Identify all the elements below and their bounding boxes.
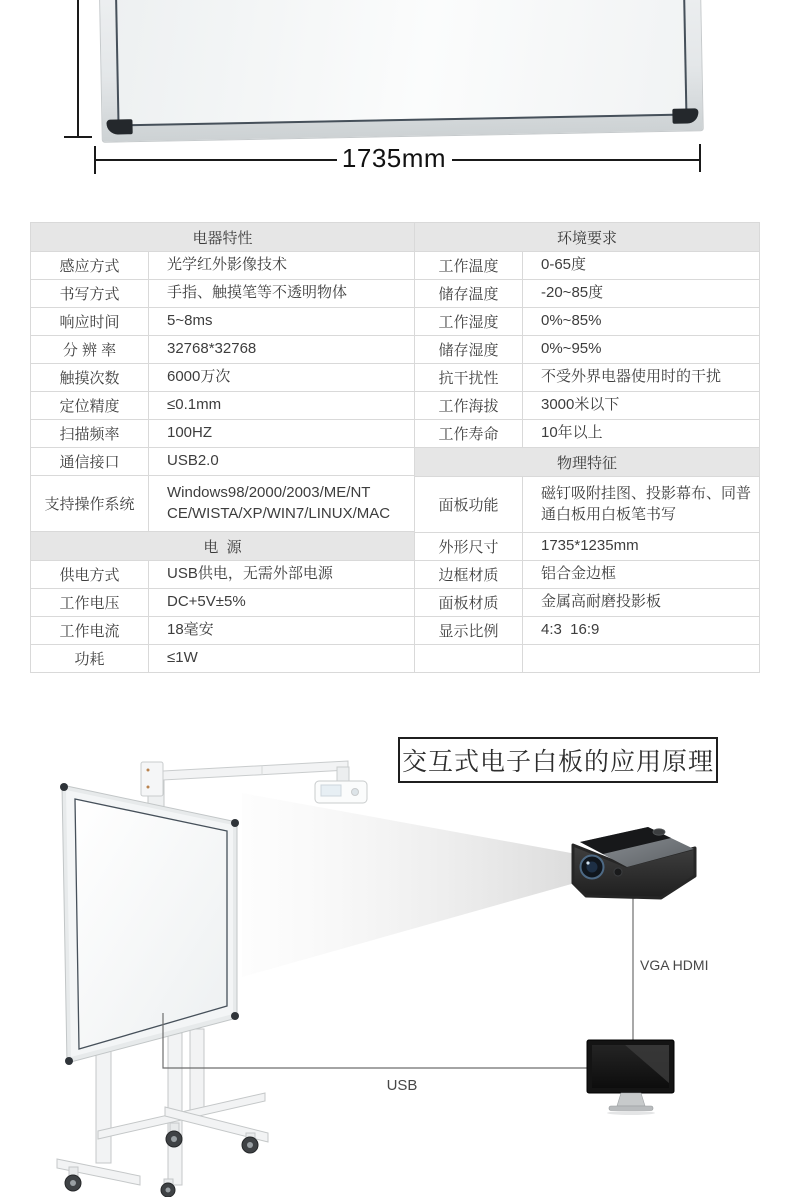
spec-value: 0%~85% bbox=[541, 312, 602, 330]
table-row bbox=[31, 419, 414, 447]
spec-value: 光学红外影像技术 bbox=[167, 256, 288, 274]
table-row bbox=[415, 335, 759, 363]
table-row bbox=[415, 251, 759, 279]
projector-knob bbox=[653, 829, 665, 835]
spec-value: 6000万次 bbox=[167, 368, 231, 386]
table-row bbox=[31, 307, 414, 335]
spec-value: 100HZ bbox=[167, 424, 213, 442]
spec-label: 分 辨 率 bbox=[31, 336, 149, 363]
spec-label: 储存温度 bbox=[415, 280, 523, 307]
table-row bbox=[31, 251, 414, 279]
spec-value: 5~8ms bbox=[167, 312, 213, 330]
spec-value: USB供电，无需外部电源 bbox=[167, 565, 333, 583]
section-title-electrical: 电器特性 bbox=[31, 223, 414, 251]
height-dimension-line bbox=[77, 0, 79, 137]
computer-monitor bbox=[587, 1040, 674, 1115]
table-row bbox=[31, 279, 414, 307]
height-dimension-end-tick bbox=[64, 136, 92, 138]
spec-label: 工作湿度 bbox=[415, 308, 523, 335]
spec-value: 不受外界电器使用时的干扰 bbox=[541, 368, 722, 386]
table-row bbox=[31, 475, 414, 531]
spec-label: 触摸次数 bbox=[31, 364, 149, 391]
spec-label: 响应时间 bbox=[31, 308, 149, 335]
usb-label: USB bbox=[386, 1077, 418, 1094]
spec-label: 通信接口 bbox=[31, 448, 149, 475]
spec-table-right bbox=[415, 222, 760, 673]
spec-value: ≤0.1mm bbox=[167, 396, 222, 414]
diagram-title: 交互式电子白板的应用原理 bbox=[398, 737, 718, 783]
spec-value: -20~85度 bbox=[541, 284, 604, 302]
spec-value: 3000米以下 bbox=[541, 396, 620, 414]
spec-label: 供电方式 bbox=[31, 561, 149, 588]
width-dimension-label: 1735mm bbox=[341, 143, 447, 173]
spec-label: 感应方式 bbox=[31, 252, 149, 279]
table-row bbox=[415, 532, 759, 560]
section-title-power: 电 源 bbox=[31, 531, 414, 560]
spec-label: 工作寿命 bbox=[415, 420, 523, 447]
spec-value: 18毫安 bbox=[167, 621, 214, 639]
projector-port bbox=[614, 868, 622, 876]
table-row bbox=[31, 644, 414, 672]
whiteboard-photo bbox=[98, 0, 704, 143]
table-row bbox=[415, 616, 759, 644]
usb-line bbox=[163, 1013, 588, 1068]
table-row bbox=[31, 391, 414, 419]
table-row bbox=[31, 616, 414, 644]
board-corner-cap bbox=[231, 819, 239, 827]
application-principle-diagram bbox=[0, 735, 790, 1197]
spec-label: 边框材质 bbox=[415, 561, 523, 588]
spec-label: 显示比例 bbox=[415, 617, 523, 644]
spec-label: 抗干扰性 bbox=[415, 364, 523, 391]
width-dimension-line-left bbox=[95, 159, 337, 161]
table-row bbox=[31, 560, 414, 588]
spec-label: 扫描频率 bbox=[31, 420, 149, 447]
spec-value: 32768*32768 bbox=[167, 340, 257, 358]
spec-value: 金属高耐磨投影板 bbox=[541, 593, 662, 611]
table-row bbox=[415, 363, 759, 391]
spec-value: 磁钉吸附挂图、投影幕布、同普通白板用白板笔书写 bbox=[541, 485, 752, 523]
spec-label: 功耗 bbox=[31, 645, 149, 672]
section-title-physical: 物理特征 bbox=[415, 447, 759, 476]
spec-table-left bbox=[30, 222, 415, 673]
table-row bbox=[415, 279, 759, 307]
corner-cap-left bbox=[106, 119, 132, 134]
spec-value: 手指、触摸笔等不透明物体 bbox=[167, 284, 348, 302]
spec-label: 工作电流 bbox=[31, 617, 149, 644]
width-dimension-tick-right bbox=[699, 144, 701, 172]
spec-value: Windows98/2000/2003/ME/NT CE/WISTA/XP/WIN7/LINUX/MAC bbox=[167, 484, 391, 522]
interactive-whiteboard bbox=[60, 783, 239, 1065]
hero-whiteboard-section bbox=[0, 0, 790, 200]
whiteboard-panel bbox=[75, 799, 227, 1049]
table-row bbox=[415, 419, 759, 447]
board-corner-cap bbox=[231, 1012, 239, 1020]
monitor-base bbox=[609, 1106, 653, 1111]
spec-value: ≤1W bbox=[167, 649, 198, 667]
whiteboard-surface bbox=[114, 0, 687, 126]
spec-label: 面板功能 bbox=[415, 477, 523, 532]
table-row bbox=[415, 476, 759, 532]
spec-value: USB2.0 bbox=[167, 452, 219, 470]
spec-label: 工作温度 bbox=[415, 252, 523, 279]
spec-value: DC+5V±5% bbox=[167, 593, 246, 611]
spec-tables bbox=[30, 222, 760, 673]
table-row bbox=[31, 363, 414, 391]
spec-label: 支持操作系统 bbox=[31, 476, 149, 531]
spec-label: 工作海拔 bbox=[415, 392, 523, 419]
table-row bbox=[31, 588, 414, 616]
width-dimension-line-right bbox=[452, 159, 700, 161]
board-corner-cap bbox=[60, 783, 68, 791]
table-row bbox=[31, 447, 414, 475]
spec-value: 0-65度 bbox=[541, 256, 587, 274]
spec-label: 储存湿度 bbox=[415, 336, 523, 363]
table-row bbox=[415, 588, 759, 616]
spec-value: 1735*1235mm bbox=[541, 537, 639, 555]
spec-value bbox=[523, 645, 759, 672]
table-row-empty bbox=[415, 644, 759, 672]
spec-value: 铝合金边框 bbox=[541, 565, 617, 583]
spec-label bbox=[415, 645, 523, 672]
caster-wheels bbox=[65, 1131, 258, 1197]
projector-device bbox=[573, 827, 695, 898]
spec-label: 外形尺寸 bbox=[415, 533, 523, 560]
spec-value: 10年以上 bbox=[541, 424, 603, 442]
vga-hdmi-label: VGA HDMI bbox=[640, 957, 709, 973]
table-row bbox=[415, 307, 759, 335]
table-row bbox=[31, 335, 414, 363]
spec-label: 定位精度 bbox=[31, 392, 149, 419]
projection-beam bbox=[242, 793, 582, 977]
section-title-environment: 环境要求 bbox=[415, 223, 759, 251]
spec-value: 4:3 16:9 bbox=[541, 621, 600, 639]
spec-label: 面板材质 bbox=[415, 589, 523, 616]
table-row bbox=[415, 560, 759, 588]
spec-value: 0%~95% bbox=[541, 340, 602, 358]
corner-cap-right bbox=[672, 108, 698, 123]
spec-label: 书写方式 bbox=[31, 280, 149, 307]
board-corner-cap bbox=[65, 1057, 73, 1065]
table-row bbox=[415, 391, 759, 419]
monitor-neck bbox=[617, 1093, 645, 1106]
spec-label: 工作电压 bbox=[31, 589, 149, 616]
